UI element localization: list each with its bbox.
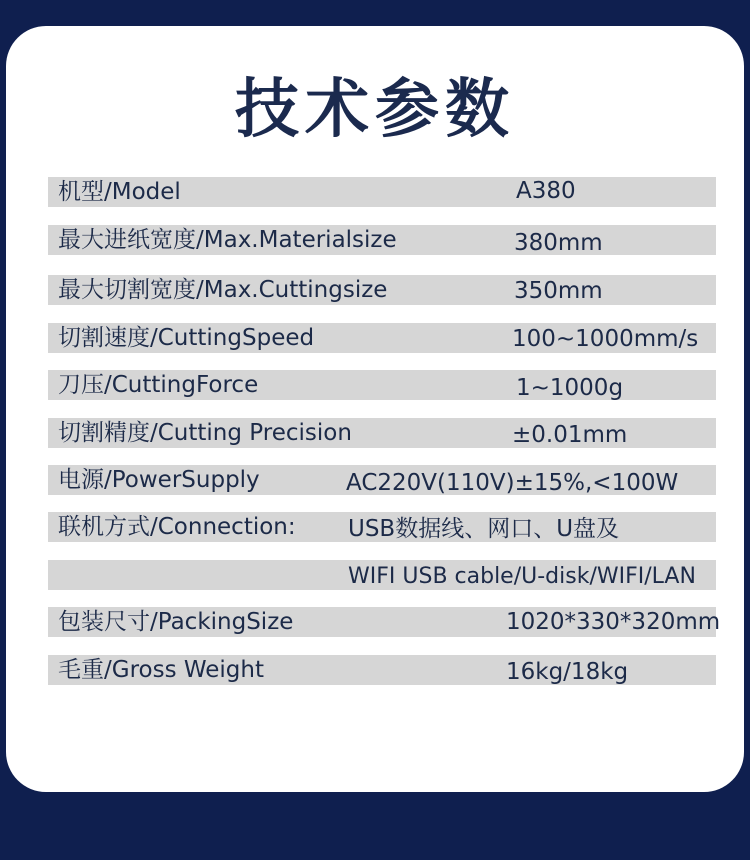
spec-label: 包装尺寸/PackingSize bbox=[58, 609, 294, 635]
spec-value: USB数据线、网口、U盘及 bbox=[348, 516, 620, 542]
spec-row-power-supply bbox=[48, 465, 716, 495]
spec-label: 联机方式/Connection: bbox=[58, 514, 296, 540]
spec-label: 切割速度/CuttingSpeed bbox=[58, 325, 315, 351]
spec-label: 电源/PowerSupply bbox=[58, 467, 260, 493]
spec-value: 380mm bbox=[514, 230, 603, 256]
spec-label: 刀压/CuttingForce bbox=[58, 372, 259, 398]
spec-row-cutting-size bbox=[48, 275, 716, 305]
spec-row-gross-weight bbox=[48, 655, 716, 685]
spec-value: WIFI USB cable/U-disk/WIFI/LAN bbox=[348, 564, 696, 589]
page-title: 技术参数 bbox=[235, 73, 515, 147]
spec-value: A380 bbox=[516, 178, 576, 204]
spec-row-connection bbox=[48, 512, 716, 542]
spec-row-material-size bbox=[48, 225, 716, 255]
spec-row-connection-cont bbox=[48, 560, 716, 590]
spec-label: 机型/Model bbox=[58, 179, 181, 205]
spec-label: 毛重/Gross Weight bbox=[58, 657, 265, 683]
spec-row-precision bbox=[48, 418, 716, 448]
spec-row-packing-size bbox=[48, 607, 721, 637]
spec-label: 切割精度/Cutting Precision bbox=[58, 420, 352, 446]
spec-label: 最大进纸宽度/Max.Materialsize bbox=[58, 227, 397, 253]
spec-row-model bbox=[48, 177, 716, 207]
spec-value: 100~1000mm/s bbox=[512, 326, 699, 352]
spec-value: 350mm bbox=[514, 278, 603, 304]
spec-row-cutting-force bbox=[48, 370, 716, 400]
spec-value: 1~1000g bbox=[516, 375, 624, 401]
spec-value: 1020*330*320mm bbox=[506, 609, 721, 635]
spec-value: 16kg/18kg bbox=[506, 659, 629, 685]
spec-value: ±0.01mm bbox=[512, 422, 628, 448]
spec-label: 最大切割宽度/Max.Cuttingsize bbox=[58, 277, 388, 303]
spec-value: AC220V(110V)±15%,<100W bbox=[346, 470, 679, 496]
spec-row-cutting-speed bbox=[48, 323, 716, 353]
